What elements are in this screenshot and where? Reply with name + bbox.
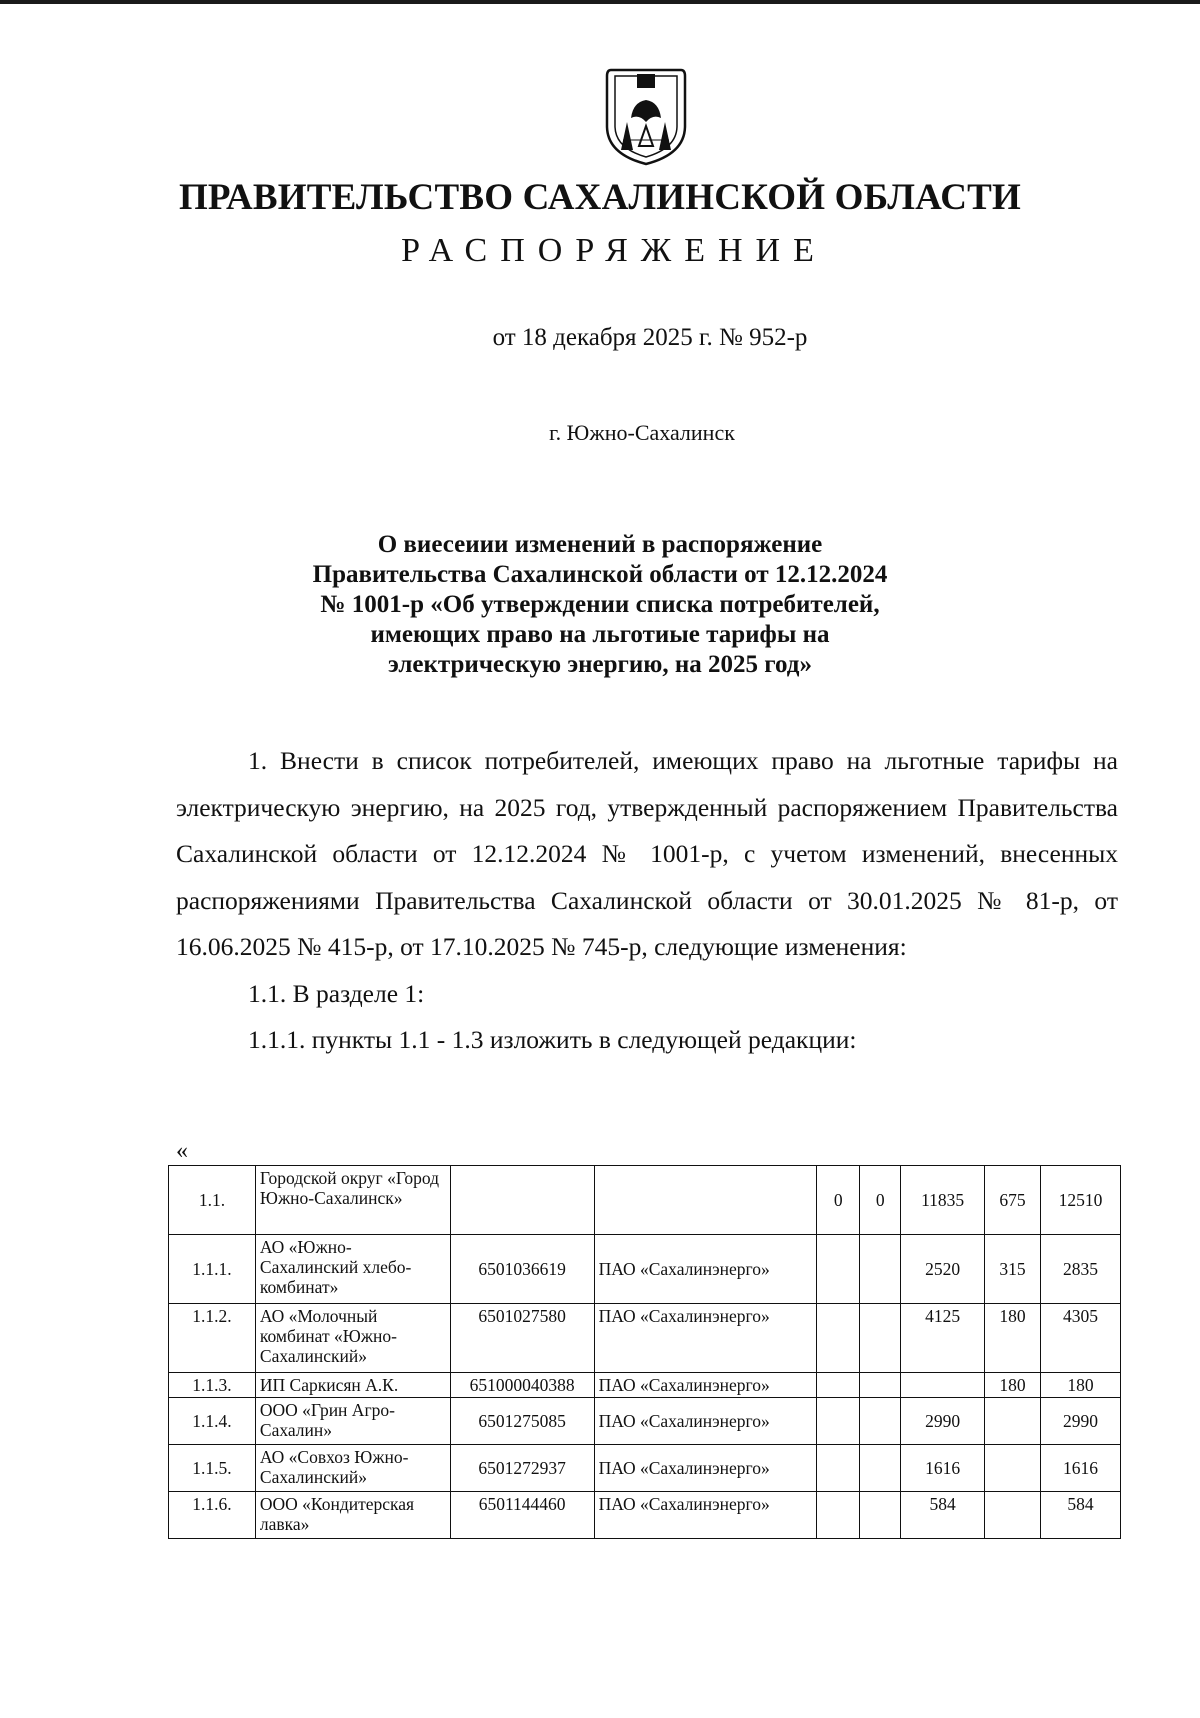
document-city: г. Южно-Сахалинск <box>549 420 735 445</box>
consumers-table <box>168 1165 1121 1539</box>
subject-line: № 1001-р «Об утверждении списка потребителей, <box>320 591 880 618</box>
volume-col-6 <box>860 1304 901 1373</box>
row-number: 1.1.2. <box>169 1304 256 1373</box>
volume-col-5 <box>817 1373 860 1398</box>
consumer-inn: 651000040388 <box>450 1373 594 1398</box>
consumer-name: ООО «Грин Агро-Сахалин» <box>255 1398 450 1445</box>
volume-col-7: 2520 <box>901 1235 985 1304</box>
volume-col-7: 584 <box>901 1492 985 1539</box>
row-number: 1.1.1. <box>169 1235 256 1304</box>
table-row <box>169 1398 1121 1445</box>
volume-total: 2990 <box>1041 1398 1121 1445</box>
row-number: 1.1.3. <box>169 1373 256 1398</box>
consumer-name: АО «Южно-Сахалинский хлебо-комбинат» <box>255 1235 450 1304</box>
table-row <box>169 1304 1121 1373</box>
government-title: ПРАВИТЕЛЬСТВО САХАЛИНСКОЙ ОБЛАСТИ <box>178 177 1022 218</box>
table-row <box>169 1373 1121 1398</box>
volume-col-7 <box>901 1373 985 1398</box>
volume-col-5 <box>817 1304 860 1373</box>
paragraph-1: 1. Внести в список потребителей, имеющих право на льготные тарифы на электрическую энергию, на 2025 год, утвержденный распоряжением Правительства Сахалинской области от 12.12.2024 № 1001-р, с учетом изменений, внесенных распоряжениями Правительства Сахалинской области от 30.01.2025 № 81-р, от 16.06.2025 № 415-р, от 17.10.2025 № 745-р, следующие изменения: <box>176 746 1118 961</box>
volume-col-8: 675 <box>985 1166 1041 1235</box>
subject-line: О виесеиии изменений в распоряжение <box>377 531 823 558</box>
volume-col-8 <box>985 1445 1041 1492</box>
item-1-1-1: 1.1.1. пункты 1.1 - 1.3 изложить в следующей редакции: <box>248 1025 857 1054</box>
volume-col-5 <box>817 1492 860 1539</box>
scan-top-edge <box>0 0 1200 4</box>
consumer-name: АО «Молочный комбинат «Южно-Сахалинский» <box>255 1304 450 1373</box>
volume-col-6 <box>860 1445 901 1492</box>
volume-total: 12510 <box>1041 1166 1121 1235</box>
row-number: 1.1.4. <box>169 1398 256 1445</box>
consumer-inn: 6501027580 <box>450 1304 594 1373</box>
volume-total: 584 <box>1041 1492 1121 1539</box>
volume-total: 2835 <box>1041 1235 1121 1304</box>
supplier-name: ПАО «Сахалинэнерго» <box>594 1235 817 1304</box>
table-row <box>169 1492 1121 1539</box>
volume-col-5 <box>817 1235 860 1304</box>
volume-col-6 <box>860 1398 901 1445</box>
consumer-inn <box>450 1166 594 1235</box>
volume-total: 1616 <box>1041 1445 1121 1492</box>
volume-col-6: 0 <box>860 1166 901 1235</box>
volume-col-8 <box>985 1492 1041 1539</box>
volume-total: 180 <box>1041 1373 1121 1398</box>
coat-of-arms-icon <box>601 66 691 166</box>
volume-col-5 <box>817 1445 860 1492</box>
consumer-inn: 6501275085 <box>450 1398 594 1445</box>
consumer-name: АО «Совхоз Южно-Сахалинский» <box>255 1445 450 1492</box>
document-body <box>176 738 1118 1064</box>
subject-line: электрическую энергию, на 2025 год» <box>388 651 812 678</box>
document-date-number: от 18 декабря 2025 г. № 952-р <box>492 324 808 351</box>
volume-col-7: 4125 <box>901 1304 985 1373</box>
row-number: 1.1.5. <box>169 1445 256 1492</box>
supplier-name: ПАО «Сахалинэнерго» <box>594 1304 817 1373</box>
supplier-name: ПАО «Сахалинэнерго» <box>594 1445 817 1492</box>
consumer-inn: 6501272937 <box>450 1445 594 1492</box>
volume-col-6 <box>860 1235 901 1304</box>
document-subject <box>250 530 950 680</box>
volume-col-7: 2990 <box>901 1398 985 1445</box>
table-row <box>169 1166 1121 1235</box>
row-number: 1.1. <box>169 1166 256 1235</box>
row-number: 1.1.6. <box>169 1492 256 1539</box>
volume-col-7: 1616 <box>901 1445 985 1492</box>
supplier-name: ПАО «Сахалинэнерго» <box>594 1373 817 1398</box>
consumer-name: ИП Саркисян А.К. <box>255 1373 450 1398</box>
volume-col-7: 11835 <box>901 1166 985 1235</box>
volume-col-8: 315 <box>985 1235 1041 1304</box>
volume-col-8: 180 <box>985 1373 1041 1398</box>
opening-quote: « <box>176 1138 188 1164</box>
volume-total: 4305 <box>1041 1304 1121 1373</box>
supplier-name <box>594 1166 817 1235</box>
document-type: РАСПОРЯЖЕНИЕ <box>401 232 827 269</box>
item-1-1: 1.1. В разделе 1: <box>248 978 425 1008</box>
consumer-name: ООО «Кондитерская лавка» <box>255 1492 450 1539</box>
volume-col-5: 0 <box>817 1166 860 1235</box>
subject-line: имеющих право на льготиые тарифы на <box>370 621 830 648</box>
subject-line: Правительства Сахалинской области от 12.12.2024 <box>312 561 888 588</box>
volume-col-5 <box>817 1398 860 1445</box>
volume-col-8: 180 <box>985 1304 1041 1373</box>
volume-col-6 <box>860 1492 901 1539</box>
consumer-name: Городской округ «Город Южно-Сахалинск» <box>255 1166 450 1235</box>
supplier-name: ПАО «Сахалинэнерго» <box>594 1492 817 1539</box>
table-row <box>169 1235 1121 1304</box>
volume-col-8 <box>985 1398 1041 1445</box>
consumer-inn: 6501144460 <box>450 1492 594 1539</box>
consumer-inn: 6501036619 <box>450 1235 594 1304</box>
volume-col-6 <box>860 1373 901 1398</box>
table-row <box>169 1445 1121 1492</box>
supplier-name: ПАО «Сахалинэнерго» <box>594 1398 817 1445</box>
